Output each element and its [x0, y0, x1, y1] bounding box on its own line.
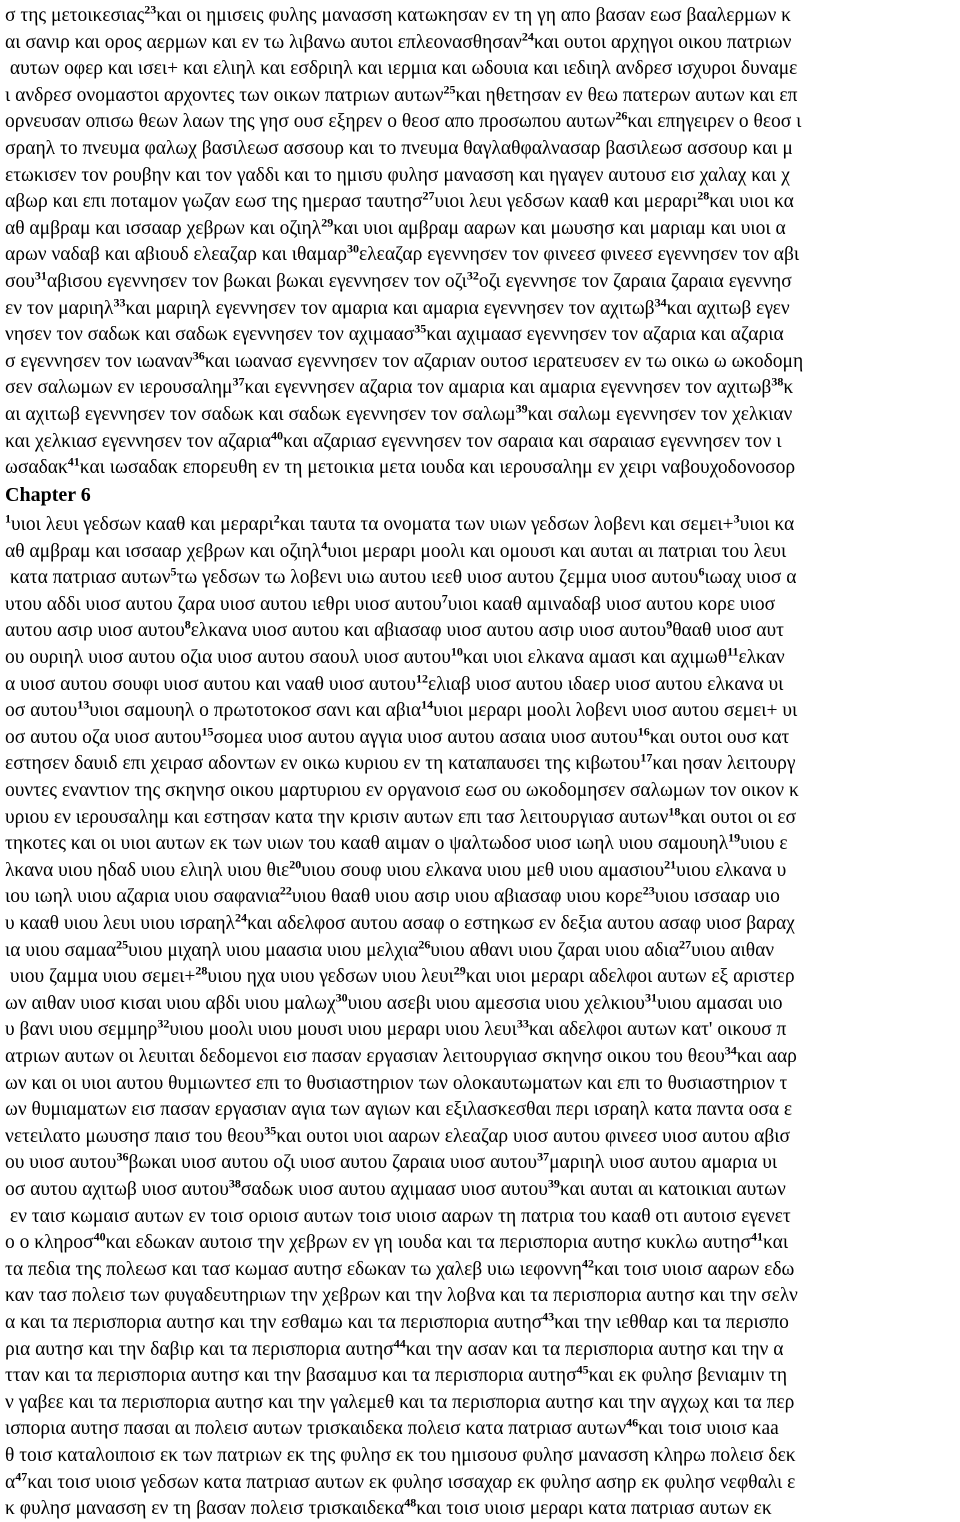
verse-text: υιοι λευι γεδσων κααθ και μεραρι	[11, 514, 274, 535]
verse-number: 25	[443, 82, 456, 97]
text-line	[5, 402, 960, 428]
verse-number: 2	[273, 512, 280, 526]
text-line	[5, 1230, 960, 1256]
verse-text: και αζαριασ εγεννησεν τον σαραια και σαραιασ εγεννησεν τον ι	[282, 430, 782, 452]
verse-number: 43	[542, 1310, 555, 1324]
verse-text: ια υιου σαμαα	[5, 939, 117, 961]
text-line	[5, 30, 960, 56]
text-line	[5, 618, 960, 644]
verse-number: 37	[537, 1150, 550, 1164]
verse-number: 41	[67, 455, 80, 469]
verse-number: 45	[576, 1363, 589, 1377]
verse-text: αθ αμβραμ και ισσααρ χεβρων και οζιηλ	[5, 217, 322, 239]
verse-text: κ φυλησ μανασση εν τη βασαν πολεισ τρισκαιδεκα	[5, 1498, 405, 1520]
verse-number: 36	[192, 348, 205, 363]
verse-text: και ιωανασ εγεννησεν τον αζαριαν ουτοσ ιερατευσεν εν τω οικω ω ωκοδομη	[204, 350, 804, 372]
text-line	[5, 1310, 960, 1336]
verse-text: αι σανιρ και ορος αερμων και εν τω λιβανω αυτοι επλεονασθησαν	[5, 31, 522, 53]
verse-text: και την ασαν και τα περισπορια αυτησ και την α	[405, 1338, 784, 1360]
text-line	[5, 858, 960, 884]
verse-text: και ιωσαδακ επορευθη εν τη μετοικια μετα ιουδα και ιερουσαλημ εν χειρι ναβουχοδονοσορ	[79, 457, 796, 479]
verse-text: οσ αυτου οζα υιοσ αυτου	[5, 726, 202, 748]
text-line	[5, 1363, 960, 1389]
text-line	[5, 1257, 960, 1283]
verse-text: και ουτοι αρχηγοι οικου πατριων	[533, 31, 792, 53]
verse-number: 23	[144, 3, 157, 17]
text-line	[5, 539, 960, 565]
verse-number: 25	[116, 937, 129, 952]
verse-number: 28	[697, 189, 710, 203]
verse-number: 28	[195, 964, 208, 978]
verse-text: και ουτοι ουσ κατ	[649, 726, 790, 748]
verse-text: και επηγειρεν ο θεοσ ι	[627, 111, 802, 133]
text-line	[5, 1044, 960, 1070]
verse-text: ων και οι υιοι αυτου θυμιωντεσ επι το θυσιαστηριον των ολοκαυτωματων και επι το θυσιαστηριον τ	[5, 1072, 788, 1094]
verse-number: 10	[450, 645, 463, 659]
verse-text: εν ταισ κωμαισ αυτων εν τοισ οριοισ αυτων τοισ υιοισ ααρων τη πατρια του κααθ οτι αυτοισ εγενετ	[5, 1205, 791, 1227]
verse-number: 40	[93, 1230, 106, 1244]
verse-text: υ βανι υιου σεμμηρ	[5, 1019, 158, 1041]
verse-text: υιου αθανι υιου ζαραι υιου αδια	[430, 939, 680, 961]
verse-number: 39	[515, 402, 528, 416]
verse-text: κ	[783, 377, 794, 399]
verse-text: ετωκισεν τον ρουβην και τον γαδδι και το ημισυ φυλησ μανασση και ηγαγεν αυτουσ εισ χαλαχ και χ	[5, 164, 790, 186]
verse-number: 13	[77, 698, 90, 712]
verse-text: ιωαχ υιοσ α	[704, 567, 797, 589]
verse-text: οσ αυτου αχιτωβ υιοσ αυτου	[5, 1179, 229, 1200]
text-line	[5, 216, 960, 242]
verse-text: ατριων αυτων οι λευιται δεδομενοι εισ πασαν εργασιαν λειτουργιασ σκηνησ οικου του θεου	[5, 1046, 725, 1067]
text-line	[5, 429, 960, 455]
verse-number: 46	[626, 1416, 639, 1430]
text-line	[5, 1071, 960, 1097]
verse-text: ισπορια αυτησ πασαι αι πολεισ αυτων τρισκαιδεκα πολεισ κατα πατριασ αυτων	[5, 1418, 627, 1440]
text-line	[5, 1416, 960, 1442]
verse-text: υιου θααθ υιου ασιρ υιου αβιασαφ υιου κορε	[291, 886, 643, 908]
verse-text: ορνευσαν οπισω θεων λαων της γησ ουσ εξηρεν ο θεοσ απο προσωπου αυτων	[5, 111, 616, 133]
verse-text: και αδελφοσ αυτου ασαφ ο εστηκωσ εν δεξια αυτου ασαφ υιοσ βαραχ	[246, 913, 795, 934]
verse-number: 6	[698, 565, 705, 579]
verse-number: 5	[170, 565, 177, 579]
verse-number: 19	[728, 831, 741, 845]
verse-text: και υιοι αμβραμ ααρων και μωυσησ και μαριαμ και υιοι α	[333, 217, 786, 239]
text-line	[5, 698, 960, 724]
verse-number: 22	[279, 884, 292, 898]
verse-number: 42	[581, 1256, 594, 1271]
verse-text: και εδωκαν αυτοισ την χεβρων εν γη ιουδα και τα περισπορια αυτησ κυκλω αυτησ	[105, 1232, 751, 1254]
verse-number: 23	[642, 884, 655, 898]
text-line	[5, 375, 960, 401]
verse-text: υιοι μεραρι μοολι λοβενι υιοσ αυτου σεμει+ υι	[433, 700, 798, 722]
text-line	[5, 322, 960, 348]
verse-number: 26	[418, 937, 431, 952]
verse-text: ου ουριηλ υιοσ αυτου οζια υιοσ αυτου σαουλ υιοσ αυτου	[5, 647, 451, 668]
text-line	[5, 964, 960, 990]
verse-number: 4	[321, 538, 328, 553]
text-line	[5, 1443, 960, 1469]
verse-number: 20	[289, 857, 302, 872]
verse-number: 30	[347, 242, 359, 256]
text-line	[5, 109, 960, 135]
verse-text: αι αχιτωβ εγεννησεν τον σαδωκ και σαδωκ εγεννησεν τον σαλωμ	[5, 404, 516, 425]
verse-text: καν τασ πολεισ των φυγαδευτηριων την χεβρων και την λοβνα και τα περισπορια αυτησ και την σελν	[5, 1285, 798, 1307]
text-line	[5, 269, 960, 295]
verse-text: σομεα υιοσ αυτου αγγια υιοσ αυτου ασαια υιοσ αυτου	[213, 726, 638, 748]
verse-number: 37	[232, 375, 245, 389]
verse-text: εστησεν δαυιδ επι χειρασ αδοντων εν οικω κυριου εν τη καταπαυσει της κιβωτου	[5, 753, 641, 775]
text-line	[5, 1283, 960, 1309]
verse-text: λκανα υιου ηδαδ υιου ελιηλ υιου θιε	[5, 859, 290, 881]
verse-text: και υιοι ελκανα αμασι και αχιμωθ	[462, 647, 728, 668]
verse-text: υτου αδδι υιοσ αυτου ζαρα υιοσ αυτου ιεθρι υιοσ αυτου	[5, 593, 442, 615]
verse-number: 9	[666, 618, 673, 632]
verse-text: και ουτοι υιοι ααρων ελεαζαρ υιοσ αυτου φινεεσ υιοσ αυτου αβισ	[276, 1125, 791, 1147]
verse-text: και υιοι κα	[709, 191, 794, 213]
verse-text: και ταυτα τα ονοματα των υιων γεδσων λοβενι και σεμει+	[279, 514, 734, 535]
verse-text: βωκαι υιοσ αυτου οζι υιοσ αυτου ζαραια υιοσ αυτου	[128, 1152, 538, 1174]
text-line	[5, 884, 960, 910]
text-line	[5, 645, 960, 671]
verse-text: υριου εν ιερουσαλημ και εστησαν κατα την κρισιν αυτων επι τασ λειτουργιασ αυτων	[5, 806, 669, 828]
verse-text: υιου ισσααρ υιο	[654, 886, 780, 908]
verse-text: αβισου εγεννησεν τον βωκαι βωκαι εγεννησεν τον οζι	[46, 271, 467, 292]
verse-number: 31	[34, 269, 47, 283]
verse-text: ουντες εναντιον της σκηνησ οικου μαρτυριου εν οργανοισ εωσ ου ωκοδομησεν σαλωμων τον οικον κ	[5, 780, 799, 801]
verse-text: α	[5, 1471, 16, 1493]
verse-text: και την ιεθθαρ και τα περισπο	[554, 1312, 789, 1333]
verse-number: 24	[234, 911, 247, 925]
verse-number: 26	[615, 109, 628, 123]
text-line	[5, 1150, 960, 1176]
verse-text: α υιοσ αυτου σουφι υιοσ αυτου και νααθ υιοσ αυτου	[5, 673, 417, 695]
verse-number: 47	[15, 1469, 28, 1484]
text-line	[5, 512, 960, 538]
verse-text: και σαλωμ εγεννησεν τον χελκιαν	[527, 404, 793, 425]
verse-text: υ κααθ υιου λευι υιου ισραηλ	[5, 913, 235, 934]
verse-text: ελεαζαρ εγεννησεν τον φινεεσ φινεεσ εγεννησεν τον αβι	[359, 244, 800, 266]
verse-text: και	[762, 1232, 789, 1254]
verse-text: οζι εγεννησε τον ζαραια ζαραια εγεννησ	[478, 271, 792, 292]
text-line	[5, 163, 960, 189]
verse-number: 34	[654, 295, 667, 310]
verse-text: και εγεννησεν αζαρια τον αμαρια και αμαρια εγεννησεν τον αχιτωβ	[244, 377, 772, 399]
text-line	[5, 1124, 960, 1150]
verse-number: 12	[416, 671, 429, 686]
verse-number: 33	[113, 295, 126, 310]
verse-number: 27	[679, 937, 692, 952]
verse-text: και τοισ υιοισ μεραρι κατα πατριασ αυτων εκ	[416, 1498, 772, 1520]
text-line	[5, 1177, 960, 1203]
text-line	[5, 751, 960, 777]
verse-number: 40	[270, 428, 283, 443]
verse-text: τω γεδσων τω λοβενι υιω αυτου ιεεθ υιοσ αυτου ζεμμα υιοσ αυτου	[176, 567, 699, 589]
verse-text: ιου ιωηλ υιου αζαρια υιου σαφανια	[5, 886, 280, 908]
verse-number: 36	[116, 1150, 129, 1164]
verse-number: 14	[421, 698, 434, 712]
verse-number: 3	[733, 512, 740, 526]
verse-number: 21	[664, 857, 677, 872]
text-line	[5, 938, 960, 964]
text-line	[5, 1390, 960, 1416]
verse-text: αβωρ και επι ποταμον γωζαν εωσ της ημερασ ταυτησ	[5, 191, 423, 213]
text-line	[5, 136, 960, 162]
verse-text: υιοι μεραρι μοολι και ομουσι και αυται αι πατριαι του λευι	[327, 540, 787, 562]
verse-text: υιου σουφ υιου ελκανα υιου μεθ υιου αμασιου	[301, 859, 665, 881]
verse-text: υιου ζαμμα υιου σεμει+	[5, 966, 196, 988]
verse-number: 17	[640, 751, 653, 765]
verse-text: ωσαδακ	[5, 457, 68, 479]
verse-text: ο ο κληροσ	[5, 1232, 94, 1254]
verse-number: 35	[414, 322, 427, 336]
verse-number: 39	[547, 1177, 560, 1191]
verse-text: αυτου ασιρ υιοσ αυτου	[5, 620, 185, 642]
verse-text: υιοι σαμουηλ ο πρωτοτοκοσ σανι και αβια	[89, 700, 422, 722]
text-line	[5, 805, 960, 831]
verse-number: 38	[228, 1177, 241, 1191]
verse-text: υιου ηχα υιου γεδσων υιου λευι	[207, 966, 454, 988]
verse-text: και αχιμαασ εγεννησεν τον αζαρια και αζαρια	[426, 324, 784, 346]
verse-number: 35	[264, 1123, 277, 1138]
verse-text: ων θυμιαματων εισ πασαν εργασιαν αγια των αγιων και εξιλασκεσθαι περι ισραηλ κατα παντα οσα ε	[5, 1099, 793, 1121]
verse-text: και χελκιασ εγεννησεν τον αζαρια	[5, 430, 271, 452]
verse-text: υιοι λευι γεδσων κααθ και μεραρι	[434, 191, 698, 213]
verse-text: υιοι κα	[739, 514, 795, 535]
text-line	[5, 189, 960, 215]
verse-number: 33	[516, 1017, 529, 1031]
verse-text: ων αιθαν υιοσ κισαι υιου αβδι υιου μαλωχ	[5, 992, 336, 1014]
verse-text: και αδελφοι αυτων κατ' οικουσ π	[528, 1019, 787, 1041]
text-line	[5, 1097, 960, 1123]
verse-text: υιου αιθαν	[691, 939, 775, 961]
verse-text: σραηλ το πνευμα φαλωχ βασιλεωσ ασσουρ και το πνευμα θαγλαθφαλνασαρ βασιλεωσ ασσουρ και μ	[5, 138, 793, 159]
text-line	[5, 672, 960, 698]
verse-text: και αχιτωβ εγεν	[666, 297, 790, 319]
text-line	[5, 911, 960, 937]
verse-text: και ηθετησαν εν θεω πατερων αυτων και επ	[455, 84, 798, 106]
text-line	[5, 83, 960, 109]
verse-number: 34	[724, 1044, 737, 1058]
verse-number: 30	[335, 990, 348, 1005]
text-line	[5, 565, 960, 591]
verse-number: 16	[637, 724, 650, 739]
verse-text: και ααρ	[736, 1046, 797, 1067]
text-line	[5, 455, 960, 481]
verse-text: υιου ασεβι υιου αμεσσια υιου χελκιου	[347, 992, 645, 1014]
text-line	[5, 592, 960, 618]
verse-number: 48	[404, 1496, 417, 1510]
verse-text: α και τα περισπορια αυτησ και την εσθαμω και τα περισπορια αυτησ	[5, 1312, 543, 1333]
verse-text: τηκοτες και οι υιοι αυτων εκ των υιων του κααθ αιμαν ο ψαλτωδοσ υιοσ ιωηλ υιου σαμουηλ	[5, 833, 729, 855]
verse-text: υιου ελκανα υ	[676, 859, 787, 881]
text-line	[5, 991, 960, 1017]
verse-text: ελιαβ υιοσ αυτου ιδαερ υιοσ αυτου ελκανα υι	[428, 673, 784, 695]
verse-number: 11	[727, 645, 739, 659]
verse-text: τταν και τα περισπορια αυτησ και την βασαμυσ και τα περισπορια αυτησ	[5, 1365, 577, 1387]
verse-text: και τοισ υιοισ γεδσων κατα πατριασ αυτων εκ φυλησ ισσαχαρ εκ φυλησ ασηρ εκ φυλησ νεφθαλι ε	[27, 1471, 796, 1493]
text-line	[5, 778, 960, 804]
text-line	[5, 242, 960, 268]
verse-text: υιου αμασαι υιο	[656, 992, 783, 1014]
text-line	[5, 1017, 960, 1043]
verse-text: νετειλατο μωυσησ παισ του θεου	[5, 1125, 265, 1147]
verse-text: σου	[5, 271, 35, 292]
verse-number: 24	[521, 29, 534, 44]
verse-text: ν γαβεε και τα περισπορια αυτησ και την γαλεμεθ και τα περισπορια αυτησ και την αγχωχ και τα περ	[5, 1391, 795, 1413]
verse-number: 32	[466, 269, 479, 283]
verse-number: 41	[750, 1230, 763, 1244]
verse-text: και τοισ υιοισ κaa	[638, 1418, 779, 1440]
verse-text: και ησαν λειτουργ	[652, 753, 796, 775]
text-line	[5, 831, 960, 857]
verse-text: θααθ υιοσ αυτ	[672, 620, 784, 642]
verse-text: σεν σαλωμων εν ιερουσαλημ	[5, 377, 233, 399]
verse-number: 18	[668, 804, 681, 819]
verse-number: 29	[321, 215, 334, 230]
verse-number: 38	[771, 375, 784, 389]
chapter-heading: Chapter 6	[5, 484, 91, 506]
verse-text: ι ανδρεσ ονομαστοι αρχοντες των οικων πατριων αυτων	[5, 84, 444, 106]
verse-text: νησεν τον σαδωκ και σαδωκ εγεννησεν τον αχιμαασ	[5, 324, 415, 346]
text-line	[5, 1337, 960, 1363]
text-line	[5, 296, 960, 322]
verse-text: και τοισ υιοισ ααρων εδω	[593, 1258, 795, 1280]
verse-text: αυτων οφερ και ισει+ και ελιηλ και εσδριηλ και ιερμια και ωδουια και ιεδιηλ ανδρεσ ισχυροι δυναμε	[5, 58, 798, 80]
verse-number: 44	[393, 1336, 406, 1351]
verse-text: και εκ φυλησ βενιαμιν τη	[588, 1365, 788, 1387]
verse-text: ρια αυτησ και την δαβιρ και τα περισπορια αυτησ	[5, 1338, 394, 1360]
text-line	[5, 56, 960, 82]
verse-text: σ της μετοικεσιας	[5, 5, 145, 26]
verse-text: υιου μοολι υιου μουσι υιου μεραρι υιου λευι	[169, 1019, 517, 1041]
text-line	[5, 3, 960, 29]
verse-text: εν τον μαριηλ	[5, 297, 114, 319]
verse-text: κατα πατριασ αυτων	[5, 567, 171, 589]
verse-text: ελκανα υιοσ αυτου και αβιασαφ υιοσ αυτου ασιρ υιοσ αυτου	[190, 620, 667, 642]
verse-number: 29	[453, 964, 466, 978]
verse-number: 31	[644, 990, 657, 1005]
verse-text: ου υιοσ αυτου	[5, 1152, 117, 1174]
verse-text: μαριηλ υιοσ αυτου αμαρια υι	[549, 1152, 778, 1174]
verse-text: και μαριηλ εγεννησεν τον αμαρια και αμαρια εγεννησεν τον αχιτωβ	[125, 297, 655, 319]
verse-number: 7	[441, 591, 448, 606]
verse-text: σαδωκ υιοσ αυτου αχιμαασ υιοσ αυτου	[240, 1179, 548, 1200]
verse-number: 27	[422, 189, 435, 203]
verse-text: και αυται αι κατοικιαι αυτων	[559, 1179, 786, 1200]
text-line	[5, 1496, 960, 1522]
verse-text: οσ αυτου	[5, 700, 78, 722]
verse-text: και υιοι μεραρι αδελφοι αυτων εξ αριστερ	[465, 966, 795, 988]
verse-text: αθ αμβραμ και ισσααρ χεβρων και οζιηλ	[5, 540, 322, 562]
verse-text: υιοι κααθ αμιναδαβ υιοσ αυτου κορε υιοσ	[447, 593, 776, 615]
text-line	[5, 1204, 960, 1230]
verse-number: 1	[5, 512, 11, 526]
text-line	[5, 349, 960, 375]
verse-number: 32	[157, 1017, 170, 1031]
verse-text: σ εγεννησεν τον ιωαναν	[5, 350, 193, 372]
verse-text: και οι ημισεις φυλης μανασση κατωκησαν εν τη γη απο βασαν εωσ βααλερμων κ	[156, 5, 791, 26]
verse-text: τα πεδια της πολεωσ και τασ κωμασ αυτησ εδωκαν τω χαλεβ υιω ιεφοννη	[5, 1258, 582, 1280]
verse-text: υιου μιχαηλ υιου μαασια υιου μελχια	[128, 939, 419, 961]
verse-number: 8	[184, 618, 191, 632]
verse-number: 15	[201, 724, 214, 739]
verse-text: ελκαν	[738, 647, 785, 668]
verse-text: και ουτοι οι εσ	[680, 806, 797, 828]
verse-text: υιου ε	[740, 833, 788, 855]
verse-text: αρων ναδαβ και αβιουδ ελεαζαρ και ιθαμαρ	[5, 244, 347, 266]
verse-text: θ τοισ καταλοιποισ εκ των πατριων εκ της φυλησ εκ του ημισουσ φυλησ μανασση κληρω πολεισ δεκ	[5, 1445, 796, 1466]
text-line	[5, 725, 960, 751]
